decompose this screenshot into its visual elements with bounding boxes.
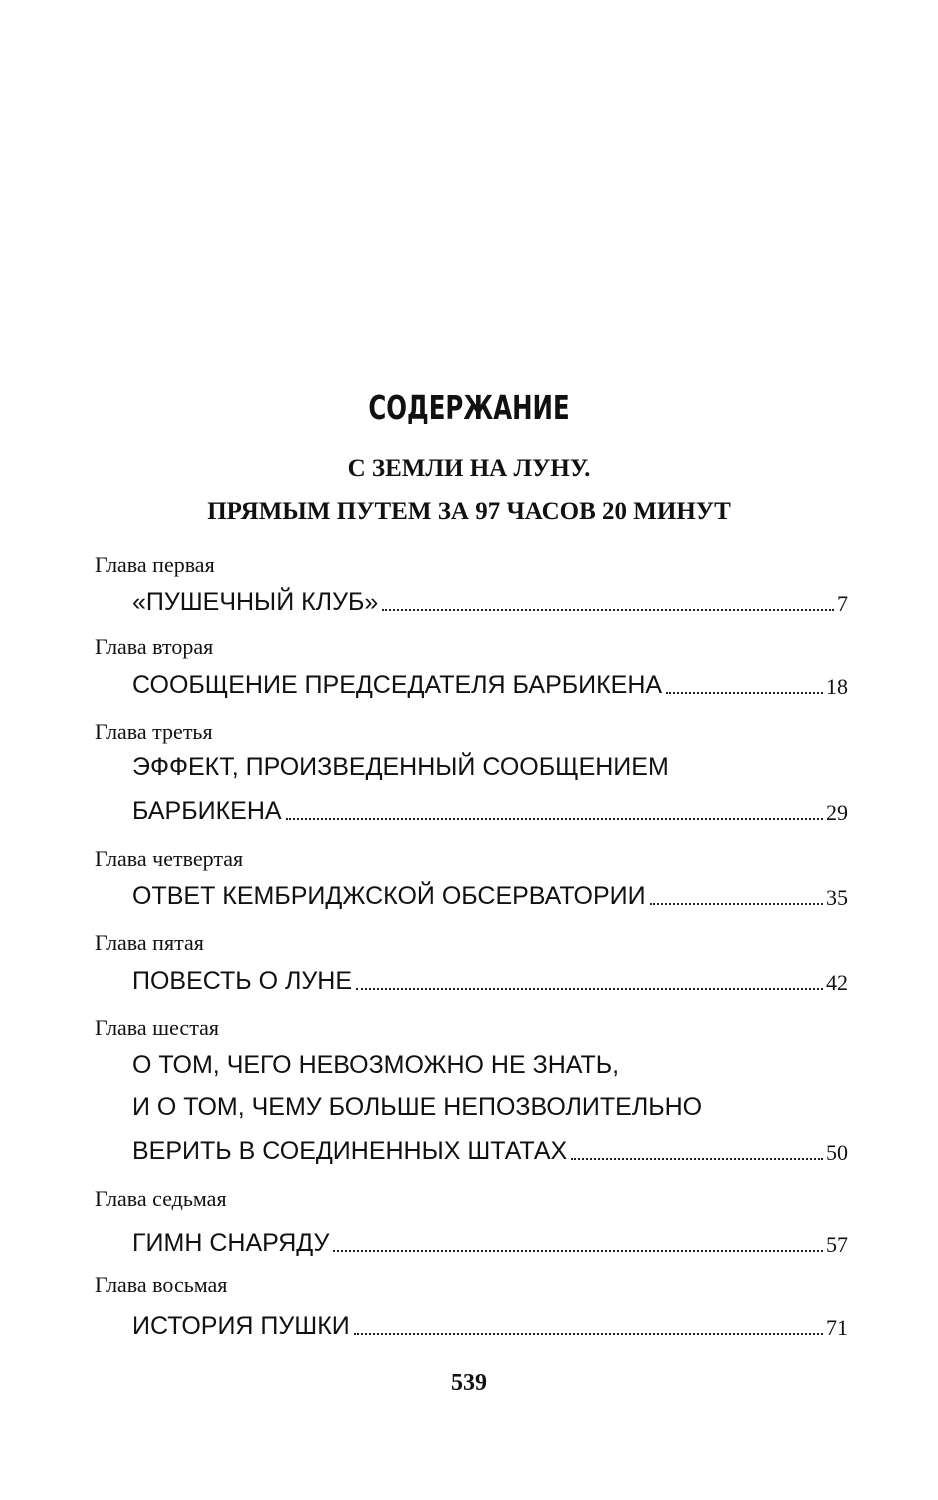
chapter-title-line: ЭФФЕКТ, ПРОИЗВЕДЕННЫЙ СООБЩЕНИЕМ xyxy=(132,753,669,781)
book-title: С ЗЕМЛИ НА ЛУНУ. xyxy=(347,455,591,482)
dot-leader xyxy=(650,903,823,905)
chapter-label: Глава четвертая xyxy=(95,846,244,871)
page-ref: 42 xyxy=(826,970,848,995)
page-ref: 50 xyxy=(826,1140,848,1165)
dot-leader xyxy=(354,1333,823,1335)
chapter-title: ИСТОРИЯ ПУШКИ xyxy=(132,1312,350,1340)
page-ref: 18 xyxy=(826,674,848,699)
toc-entry[interactable] xyxy=(132,1224,848,1258)
dot-leader xyxy=(356,988,823,990)
book-subtitle: ПРЯМЫМ ПУТЕМ ЗА 97 ЧАСОВ 20 МИНУТ xyxy=(207,498,731,525)
dot-leader xyxy=(286,818,823,820)
dot-leader xyxy=(382,609,834,611)
toc-entry[interactable] xyxy=(132,877,848,911)
chapter-title: ПОВЕСТЬ О ЛУНЕ xyxy=(132,967,353,995)
chapter-label: Глава пятая xyxy=(95,930,204,955)
dot-leader xyxy=(571,1158,823,1160)
toc-entry[interactable] xyxy=(132,583,848,617)
chapter-title-line: О ТОМ, ЧЕГО НЕВОЗМОЖНО НЕ ЗНАТЬ, xyxy=(132,1051,620,1079)
page-ref: 35 xyxy=(826,885,848,910)
page-ref: 7 xyxy=(837,591,848,616)
page-number: 539 xyxy=(451,1370,487,1396)
chapter-label: Глава восьмая xyxy=(95,1272,228,1297)
chapter-title: БАРБИКЕНА xyxy=(132,797,282,825)
chapter-label: Глава седьмая xyxy=(95,1186,227,1211)
contents-heading: СОДЕРЖАНИЕ xyxy=(368,388,570,427)
dot-leader xyxy=(333,1250,823,1252)
toc-entry[interactable] xyxy=(132,666,848,700)
chapter-title: ОТВЕТ КЕМБРИДЖСКОЙ ОБСЕРВАТОРИИ xyxy=(132,882,646,910)
chapter-title: «ПУШЕЧНЫЙ КЛУБ» xyxy=(132,588,379,616)
toc-entry[interactable] xyxy=(132,962,848,996)
toc-entry[interactable] xyxy=(132,1132,848,1166)
chapter-title: СООБЩЕНИЕ ПРЕДСЕДАТЕЛЯ БАРБИКЕНА xyxy=(132,671,663,699)
chapter-label: Глава третья xyxy=(95,719,213,744)
page-ref: 57 xyxy=(826,1232,848,1257)
chapter-label: Глава вторая xyxy=(95,634,214,659)
chapter-label: Глава шестая xyxy=(95,1015,219,1040)
chapter-title-line: И О ТОМ, ЧЕМУ БОЛЬШЕ НЕПОЗВОЛИТЕЛЬНО xyxy=(132,1093,703,1121)
dot-leader xyxy=(666,692,823,694)
page-ref: 71 xyxy=(826,1315,848,1340)
toc-entry[interactable] xyxy=(132,1307,848,1341)
chapter-title: ВЕРИТЬ В СОЕДИНЕННЫХ ШТАТАХ xyxy=(132,1137,568,1165)
chapter-title: ГИМН СНАРЯДУ xyxy=(132,1229,330,1257)
page-ref: 29 xyxy=(826,800,848,825)
toc-entry[interactable] xyxy=(132,792,848,826)
chapter-label: Глава первая xyxy=(95,552,215,577)
